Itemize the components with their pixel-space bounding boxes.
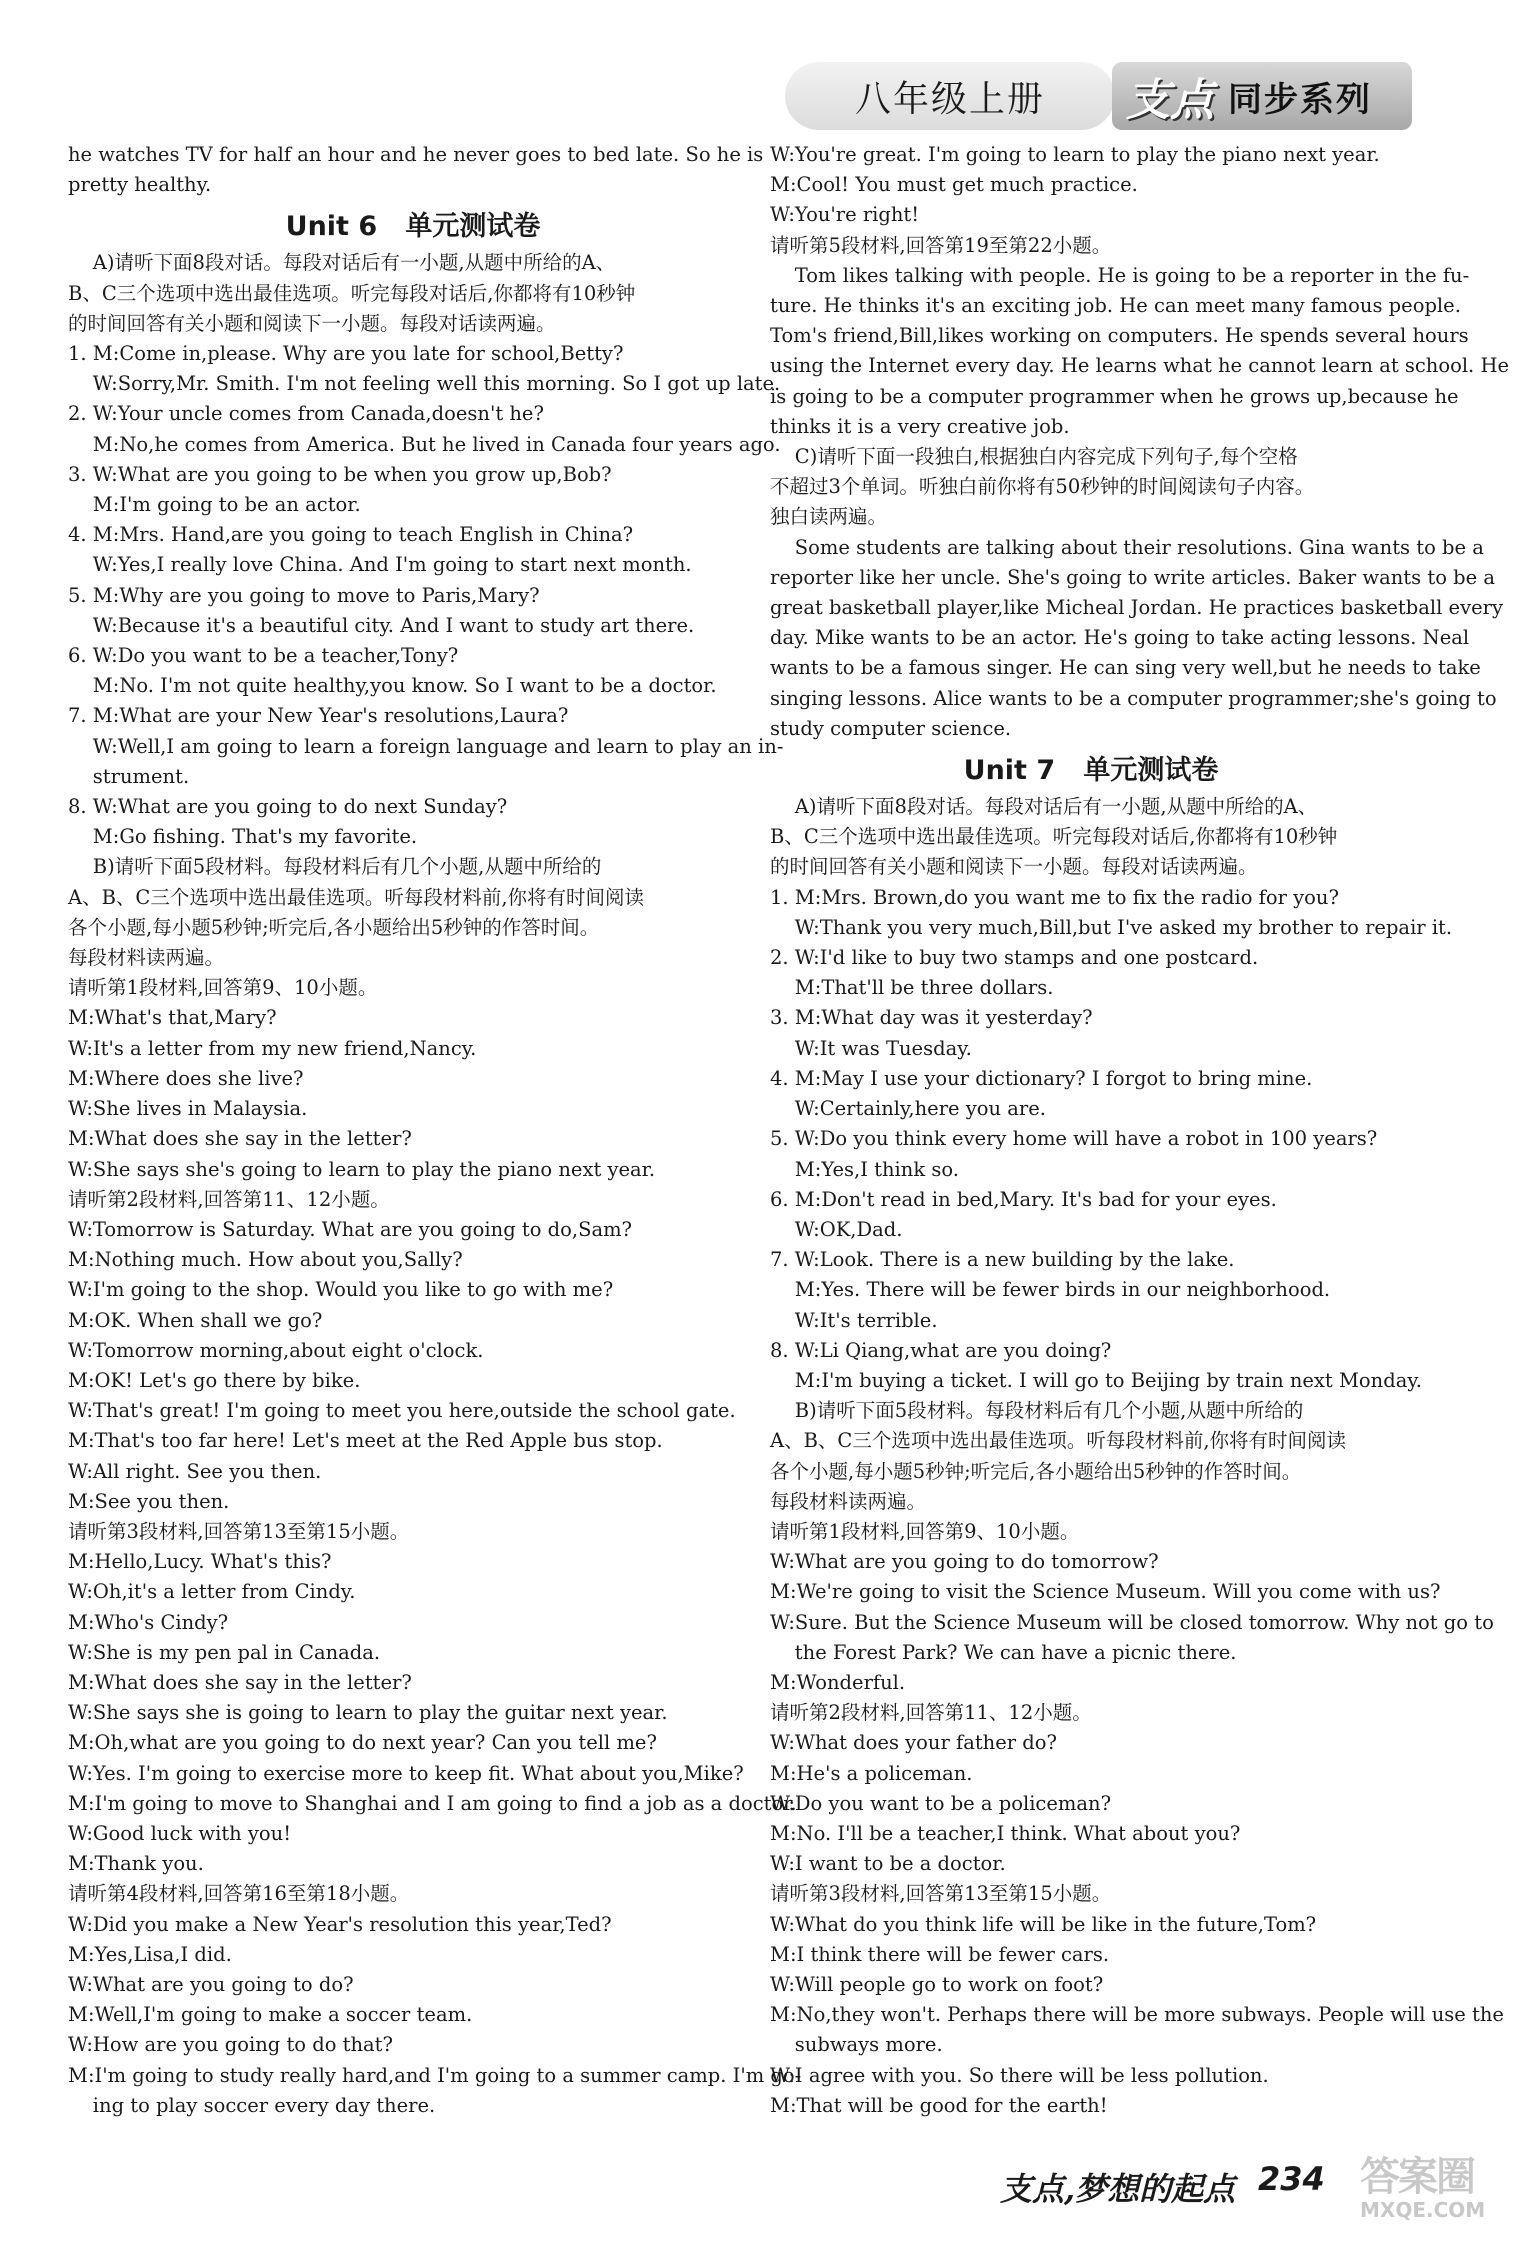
text-line: M:That'll be three dollars. [770, 976, 1054, 1000]
text-line: W:Yes,I really love China. And I'm going to start next month. [68, 553, 692, 577]
text-line: 3. M:What day was it yesterday? [770, 1006, 1093, 1030]
text-line: W:How are you going to do that? [68, 2033, 393, 2057]
text-line: M:Hello,Lucy. What's this? [68, 1550, 332, 1574]
text-line: M:Go fishing. That's my favorite. [68, 825, 418, 849]
text-line: M:I'm going to move to Shanghai and I am going to find a job as a doctor. [68, 1791, 797, 1815]
text-line: 独白读两遍。 [770, 505, 888, 529]
text-line: 7. W:Look. There is a new building by the lake. [770, 1248, 1235, 1272]
series-label: 同步系列 [1228, 79, 1372, 120]
text-line: strument. [68, 764, 190, 788]
text-line: W:All right. See you then. [68, 1459, 322, 1483]
text-line: W:Tomorrow is Saturday. What are you going to do,Sam? [68, 1217, 633, 1241]
text-line: W:Sure. But the Science Museum will be closed tomorrow. Why not go to [770, 1610, 1494, 1634]
text-line: W:Thank you very much,Bill,but I've asked my brother to repair it. [770, 915, 1453, 939]
text-line: pretty healthy. [68, 173, 212, 197]
text-line: B、C三个选项中选出最佳选项。听完每段对话后,你都将有10秒钟 [770, 825, 1338, 849]
text-line: M:What does she say in the letter? [68, 1670, 412, 1694]
text-line: A)请听下面8段对话。每段对话后有一小题,从题中所给的A、 [770, 795, 1318, 819]
text-line: 各个小题,每小题5秒钟;听完后,各小题给出5秒钟的作答时间。 [770, 1459, 1302, 1483]
text-line: 请听第4段材料,回答第16至第18小题。 [68, 1882, 410, 1906]
text-line: W:It's terrible. [770, 1308, 938, 1332]
text-line: 1. M:Come in,please. Why are you late for school,Betty? [68, 342, 624, 366]
text-line: W:I agree with you. So there will be less pollution. [770, 2063, 1269, 2087]
text-line: M:Wonderful. [770, 1670, 906, 1694]
text-line: 请听第1段材料,回答第9、10小题。 [68, 976, 378, 1000]
watermark [1360, 2145, 1510, 2245]
text-line: 1. M:Mrs. Brown,do you want me to fix the radio for you? [770, 885, 1339, 909]
text-line: M:I'm going to study really hard,and I'm going to a summer camp. I'm go- [68, 2063, 802, 2087]
text-line: 5. M:Why are you going to move to Paris,Mary? [68, 583, 540, 607]
text-line: 请听第2段材料,回答第11、12小题。 [770, 1701, 1092, 1725]
text-line: M:Where does she live? [68, 1066, 304, 1090]
text-line: M:Yes. There will be fewer birds in our neighborhood. [770, 1278, 1331, 1302]
text-line: W:What are you going to do tomorrow? [770, 1550, 1159, 1574]
text-line: W:That's great! I'm going to meet you here,outside the school gate. [68, 1399, 736, 1423]
text-line: W:You're right! [770, 203, 920, 227]
text-line: the Forest Park? We can have a picnic there. [770, 1640, 1237, 1664]
text-line: ing to play soccer every day there. [68, 2093, 436, 2117]
text-line: M:Who's Cindy? [68, 1610, 229, 1634]
page-header [0, 0, 1528, 150]
text-line: W:She says she is going to learn to play the guitar next year. [68, 1701, 668, 1725]
watermark-logo: 答案圈 [1360, 2154, 1474, 2200]
text-line: A、B、C三个选项中选出最佳选项。听每段材料前,你将有时间阅读 [770, 1429, 1347, 1453]
text-line: M:I'm going to be an actor. [68, 493, 361, 517]
text-line: 的时间回答有关小题和阅读下一小题。每段对话读两遍。 [68, 311, 556, 335]
text-line: 3. W:What are you going to be when you grow up,Bob? [68, 462, 612, 486]
text-line: 6. W:Do you want to be a teacher,Tony? [68, 644, 459, 668]
text-line: W:Oh,it's a letter from Cindy. [68, 1580, 356, 1604]
text-line: 2. W:I'd like to buy two stamps and one postcard. [770, 946, 1259, 970]
text-line: W:What do you think life will be like in the future,Tom? [770, 1912, 1317, 1936]
text-line: 各个小题,每小题5秒钟;听完后,各小题给出5秒钟的作答时间。 [68, 915, 600, 939]
text-line: C)请听下面一段独白,根据独白内容完成下列句子,每个空格 [770, 445, 1298, 469]
text-line: W:She says she's going to learn to play the piano next year. [68, 1157, 656, 1181]
text-line: W:OK,Dad. [770, 1217, 903, 1241]
text-line: 的时间回答有关小题和阅读下一小题。每段对话读两遍。 [770, 855, 1258, 879]
text-line: 4. M:May I use your dictionary? I forgot to bring mine. [770, 1066, 1313, 1090]
text-line: M:Well,I'm going to make a soccer team. [68, 2003, 473, 2027]
brand-logo: 支点 [1126, 75, 1214, 126]
text-line: B、C三个选项中选出最佳选项。听完每段对话后,你都将有10秒钟 [68, 281, 636, 305]
text-line: M:No. I'm not quite healthy,you know. So I want to be a doctor. [68, 674, 717, 698]
text-line: W:Tomorrow morning,about eight o'clock. [68, 1338, 484, 1362]
text-line: W:Certainly,here you are. [770, 1097, 1046, 1121]
text-line: ture. He thinks it's an exciting job. He can meet many famous people. [770, 294, 1461, 318]
text-line: 5. W:Do you think every home will have a robot in 100 years? [770, 1127, 1378, 1151]
text-line: M:See you then. [68, 1489, 230, 1513]
text-line: W:It's a letter from my new friend,Nancy. [68, 1036, 477, 1060]
text-line: A)请听下面8段对话。每段对话后有一小题,从题中所给的A、 [68, 251, 616, 275]
text-line: 每段材料读两遍。 [68, 946, 225, 970]
text-line: M:Thank you. [68, 1852, 204, 1876]
text-line: thinks it is a very creative job. [770, 414, 1070, 438]
text-line: subways more. [770, 2033, 943, 2057]
text-line: M:Oh,what are you going to do next year? Can you tell me? [68, 1731, 657, 1755]
text-line: M:That will be good for the earth! [770, 2093, 1108, 2117]
text-line: M:He's a policeman. [770, 1761, 973, 1785]
text-line: 6. M:Don't read in bed,Mary. It's bad for your eyes. [770, 1187, 1277, 1211]
text-line: M:No. I'll be a teacher,I think. What about you? [770, 1821, 1241, 1845]
text-line: M:No,they won't. Perhaps there will be more subways. People will use the [770, 2003, 1504, 2027]
text-line: 7. M:What are your New Year's resolutions,Laura? [68, 704, 569, 728]
text-line: M:That's too far here! Let's meet at the Red Apple bus stop. [68, 1429, 663, 1453]
text-line: reporter like her uncle. She's going to write articles. Baker wants to be a [770, 565, 1495, 589]
text-line: 请听第3段材料,回答第13至第15小题。 [68, 1519, 410, 1543]
text-line: W:You're great. I'm going to learn to play the piano next year. [770, 143, 1380, 166]
text-line: M:What's that,Mary? [68, 1006, 277, 1030]
text-line: W:Because it's a beautiful city. And I want to study art there. [68, 613, 695, 637]
brand-banner [1112, 62, 1412, 130]
grade-label: 八年级上册 [785, 62, 1115, 130]
text-line: 请听第5段材料,回答第19至第22小题。 [770, 233, 1112, 257]
text-line: W:Well,I am going to learn a foreign language and learn to play an in- [68, 734, 784, 758]
text-line: W:What does your father do? [770, 1731, 1057, 1755]
text-line: day. Mike wants to be an actor. He's going to take acting lessons. Neal [770, 626, 1470, 650]
text-line: B)请听下面5段材料。每段材料后有几个小题,从题中所给的 [68, 855, 602, 879]
right-column [770, 140, 1510, 2121]
text-line: 4. M:Mrs. Hand,are you going to teach English in China? [68, 523, 634, 547]
text-line: A、B、C三个选项中选出最佳选项。听每段材料前,你将有时间阅读 [68, 885, 645, 909]
text-line: 请听第1段材料,回答第9、10小题。 [770, 1519, 1080, 1543]
text-line: W:Do you want to be a policeman? [770, 1791, 1112, 1815]
text-line: M:Yes,Lisa,I did. [68, 1942, 232, 1966]
text-line: W:She is my pen pal in Canada. [68, 1640, 381, 1664]
text-line: W:Will people go to work on foot? [770, 1972, 1104, 1996]
text-line: great basketball player,like Micheal Jordan. He practices basketball every [770, 596, 1503, 620]
text-line: 8. W:Li Qiang,what are you doing? [770, 1338, 1112, 1362]
text-line: singing lessons. Alice wants to be a computer programmer;she's going to [770, 686, 1497, 710]
text-line: is going to be a computer programmer when he grows up,because he [770, 384, 1459, 408]
text-line: W:I'm going to the shop. Would you like to go with me? [68, 1278, 614, 1302]
text-line: B)请听下面5段材料。每段材料后有几个小题,从题中所给的 [770, 1399, 1304, 1423]
text-line: M:What does she say in the letter? [68, 1127, 412, 1151]
text-line: Tom's friend,Bill,likes working on computers. He spends several hours [770, 324, 1469, 348]
footer-slogan: 支点,梦想的起点 [1000, 2170, 1236, 2208]
unit-heading: Unit 6 单元测试卷 [285, 211, 541, 243]
text-line: W:Did you make a New Year's resolution this year,Ted? [68, 1912, 612, 1936]
text-line: W:What are you going to do? [68, 1972, 354, 1996]
watermark-url: MXQE.COM [1360, 2198, 1486, 2222]
text-line: M:I'm buying a ticket. I will go to Beijing by train next Monday. [770, 1368, 1422, 1392]
text-line: Tom likes talking with people. He is going to be a reporter in the fu- [770, 263, 1470, 287]
text-line: 请听第2段材料,回答第11、12小题。 [68, 1187, 390, 1211]
text-line: W:Good luck with you! [68, 1821, 292, 1845]
text-line: M:Yes,I think so. [770, 1157, 959, 1181]
text-line: wants to be a famous singer. He can sing very well,but he needs to take [770, 656, 1481, 680]
text-line: 不超过3个单词。听独白前你将有50秒钟的时间阅读句子内容。 [770, 475, 1315, 499]
text-line: 8. W:What are you going to do next Sunday? [68, 795, 508, 819]
text-line: 2. W:Your uncle comes from Canada,doesn't he? [68, 402, 544, 426]
text-line: study computer science. [770, 716, 1012, 740]
text-line: W:I want to be a doctor. [770, 1852, 1006, 1876]
left-column [68, 140, 802, 2121]
text-line: M:No,he comes from America. But he lived in Canada four years ago. [68, 432, 781, 456]
text-line: he watches TV for half an hour and he never goes to bed late. So he is [68, 143, 764, 166]
text-line: M:Cool! You must get much practice. [770, 173, 1138, 197]
unit-heading: Unit 7 单元测试卷 [963, 755, 1219, 787]
text-line: W:Yes. I'm going to exercise more to keep fit. What about you,Mike? [68, 1761, 744, 1785]
text-line: M:Nothing much. How about you,Sally? [68, 1248, 463, 1272]
page-number: 234 [1258, 2160, 1325, 2198]
text-line: using the Internet every day. He learns what he cannot learn at school. He [770, 354, 1510, 378]
text-line: W:Sorry,Mr. Smith. I'm not feeling well this morning. So I got up late. [68, 372, 781, 396]
text-line: W:It was Tuesday. [770, 1036, 972, 1060]
text-line: W:She lives in Malaysia. [68, 1097, 308, 1121]
text-line: M:OK. When shall we go? [68, 1308, 323, 1332]
text-line: Some students are talking about their resolutions. Gina wants to be a [770, 535, 1484, 559]
text-line: M:OK! Let's go there by bike. [68, 1368, 361, 1392]
text-line: M:We're going to visit the Science Museum. Will you come with us? [770, 1580, 1441, 1604]
text-line: 每段材料读两遍。 [770, 1489, 927, 1513]
text-line: M:I think there will be fewer cars. [770, 1942, 1110, 1966]
text-line: 请听第3段材料,回答第13至第15小题。 [770, 1882, 1112, 1906]
